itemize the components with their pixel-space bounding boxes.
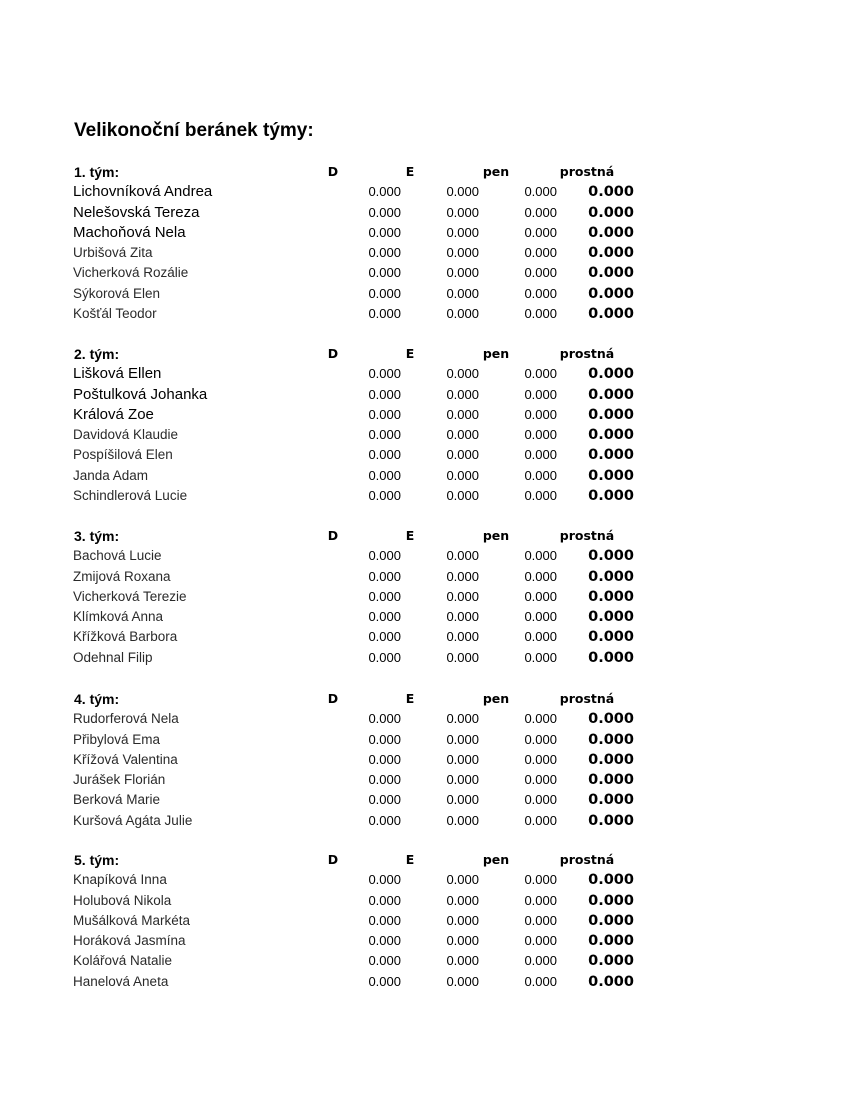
column-header-e: E	[405, 164, 415, 179]
score-total: 0.000	[588, 792, 634, 809]
score-total: 0.000	[588, 812, 634, 829]
score-e: 0.000	[446, 872, 479, 888]
score-total: 0.000	[588, 933, 634, 950]
athlete-name: Klímková Anna	[73, 609, 164, 625]
score-e: 0.000	[446, 933, 479, 949]
score-e: 0.000	[446, 386, 479, 402]
team-label: 2. tým:	[74, 346, 120, 362]
score-d: 0.000	[368, 588, 401, 604]
athlete-name: Janda Adam	[73, 467, 149, 483]
athlete-row	[0, 385, 850, 405]
score-pen: 0.000	[524, 467, 557, 483]
athlete-row	[0, 364, 850, 384]
athlete-row	[0, 627, 850, 647]
athlete-row	[0, 770, 850, 790]
score-pen: 0.000	[524, 731, 557, 747]
score-total: 0.000	[588, 588, 634, 605]
score-total: 0.000	[588, 467, 634, 484]
athlete-name: Nelešovská Tereza	[73, 203, 200, 221]
score-e: 0.000	[446, 588, 479, 604]
athlete-row	[0, 709, 850, 729]
team-1-block	[0, 162, 850, 324]
athlete-name: Schindlerová Lucie	[73, 488, 188, 504]
column-header-pen: pen	[482, 346, 510, 361]
score-e: 0.000	[446, 609, 479, 625]
score-e: 0.000	[446, 649, 479, 665]
score-e: 0.000	[446, 224, 479, 240]
score-d: 0.000	[368, 912, 401, 928]
score-pen: 0.000	[524, 386, 557, 402]
score-total: 0.000	[588, 731, 634, 748]
athlete-row	[0, 425, 850, 445]
score-total: 0.000	[588, 912, 634, 929]
athlete-name: Přibylová Ema	[73, 731, 161, 747]
score-pen: 0.000	[524, 265, 557, 281]
column-header-d: D	[327, 528, 339, 543]
team-label: 5. tým:	[74, 852, 120, 868]
athlete-name: Lichovníková Andrea	[73, 183, 213, 201]
team-label: 3. tým:	[74, 528, 120, 544]
column-header-prostna: prostná	[559, 691, 615, 706]
column-header-prostna: prostná	[559, 346, 615, 361]
athlete-row	[0, 466, 850, 486]
athlete-row	[0, 263, 850, 283]
score-total: 0.000	[588, 285, 634, 302]
score-total: 0.000	[588, 568, 634, 585]
score-total: 0.000	[588, 306, 634, 323]
athlete-name: Urbišová Zita	[73, 245, 153, 261]
athlete-row	[0, 951, 850, 971]
score-e: 0.000	[446, 406, 479, 422]
athlete-name: Odehnal Filip	[73, 649, 153, 665]
score-total: 0.000	[588, 548, 634, 565]
athlete-name: Berková Marie	[73, 792, 161, 808]
score-pen: 0.000	[524, 488, 557, 504]
score-d: 0.000	[368, 467, 401, 483]
score-total: 0.000	[588, 406, 634, 423]
athlete-row	[0, 284, 850, 304]
score-d: 0.000	[368, 568, 401, 584]
score-total: 0.000	[588, 488, 634, 505]
column-header-pen: pen	[482, 691, 510, 706]
score-total: 0.000	[588, 953, 634, 970]
score-e: 0.000	[446, 427, 479, 443]
athlete-row	[0, 750, 850, 770]
score-e: 0.000	[446, 629, 479, 645]
athlete-name: Sýkorová Elen	[73, 285, 161, 301]
column-header-d: D	[327, 164, 339, 179]
athlete-name: Pospíšilová Elen	[73, 447, 173, 463]
score-pen: 0.000	[524, 588, 557, 604]
athlete-name: Košťál Teodor	[73, 306, 157, 322]
athlete-name: Mušálková Markéta	[73, 912, 191, 928]
score-d: 0.000	[368, 386, 401, 402]
score-total: 0.000	[588, 427, 634, 444]
score-pen: 0.000	[524, 912, 557, 928]
score-d: 0.000	[368, 366, 401, 382]
column-header-prostna: prostná	[559, 852, 615, 867]
score-d: 0.000	[368, 609, 401, 625]
score-total: 0.000	[588, 973, 634, 990]
column-header-e: E	[405, 852, 415, 867]
score-d: 0.000	[368, 447, 401, 463]
score-pen: 0.000	[524, 812, 557, 828]
score-pen: 0.000	[524, 285, 557, 301]
score-e: 0.000	[446, 488, 479, 504]
athlete-row	[0, 587, 850, 607]
score-total: 0.000	[588, 892, 634, 909]
athlete-name: Horáková Jasmína	[73, 933, 186, 949]
score-d: 0.000	[368, 751, 401, 767]
team-label: 4. tým:	[74, 691, 120, 707]
score-e: 0.000	[446, 973, 479, 989]
athlete-name: Zmijová Roxana	[73, 568, 171, 584]
score-total: 0.000	[588, 366, 634, 383]
score-e: 0.000	[446, 204, 479, 220]
team-2-block	[0, 344, 850, 506]
score-pen: 0.000	[524, 306, 557, 322]
score-total: 0.000	[588, 772, 634, 789]
athlete-name: Vicherková Rozálie	[73, 265, 189, 281]
score-d: 0.000	[368, 792, 401, 808]
score-pen: 0.000	[524, 366, 557, 382]
athlete-name: Křížková Barbora	[73, 629, 178, 645]
athlete-name: Bachová Lucie	[73, 548, 162, 564]
athlete-row	[0, 607, 850, 627]
score-e: 0.000	[446, 306, 479, 322]
athlete-name: Rudorferová Nela	[73, 711, 179, 727]
score-e: 0.000	[446, 548, 479, 564]
score-e: 0.000	[446, 245, 479, 261]
score-total: 0.000	[588, 629, 634, 646]
athlete-name: Knapíková Inna	[73, 872, 167, 888]
column-header-prostna: prostná	[559, 164, 615, 179]
athlete-name: Hanelová Aneta	[73, 973, 169, 989]
athlete-name: Poštulková Johanka	[73, 385, 208, 403]
score-e: 0.000	[446, 447, 479, 463]
column-header-pen: pen	[482, 528, 510, 543]
column-header-e: E	[405, 346, 415, 361]
athlete-row	[0, 790, 850, 810]
column-header-prostna: prostná	[559, 528, 615, 543]
score-pen: 0.000	[524, 447, 557, 463]
score-d: 0.000	[368, 772, 401, 788]
score-e: 0.000	[446, 285, 479, 301]
score-e: 0.000	[446, 711, 479, 727]
team-header-row	[0, 344, 850, 364]
score-e: 0.000	[446, 812, 479, 828]
athlete-row	[0, 931, 850, 951]
athlete-row	[0, 911, 850, 931]
score-e: 0.000	[446, 912, 479, 928]
score-total: 0.000	[588, 224, 634, 241]
score-pen: 0.000	[524, 184, 557, 200]
score-pen: 0.000	[524, 892, 557, 908]
athlete-row	[0, 203, 850, 223]
score-e: 0.000	[446, 953, 479, 969]
score-e: 0.000	[446, 265, 479, 281]
score-total: 0.000	[588, 751, 634, 768]
score-pen: 0.000	[524, 548, 557, 564]
team-header-row	[0, 689, 850, 709]
athlete-name: Davidová Klaudie	[73, 427, 179, 443]
score-pen: 0.000	[524, 427, 557, 443]
score-pen: 0.000	[524, 711, 557, 727]
column-header-pen: pen	[482, 164, 510, 179]
score-pen: 0.000	[524, 649, 557, 665]
score-d: 0.000	[368, 427, 401, 443]
score-d: 0.000	[368, 245, 401, 261]
score-pen: 0.000	[524, 224, 557, 240]
team-4-block	[0, 689, 850, 831]
team-header-row	[0, 850, 850, 870]
score-pen: 0.000	[524, 204, 557, 220]
score-pen: 0.000	[524, 609, 557, 625]
score-total: 0.000	[588, 245, 634, 262]
athlete-row	[0, 891, 850, 911]
score-pen: 0.000	[524, 973, 557, 989]
score-d: 0.000	[368, 224, 401, 240]
score-pen: 0.000	[524, 629, 557, 645]
athlete-row	[0, 182, 850, 202]
athlete-row	[0, 811, 850, 831]
athlete-row	[0, 546, 850, 566]
athlete-name: Jurášek Florián	[73, 772, 166, 788]
score-e: 0.000	[446, 772, 479, 788]
score-e: 0.000	[446, 184, 479, 200]
athlete-row	[0, 567, 850, 587]
score-d: 0.000	[368, 285, 401, 301]
score-d: 0.000	[368, 548, 401, 564]
score-pen: 0.000	[524, 751, 557, 767]
score-e: 0.000	[446, 792, 479, 808]
athlete-name: Machoňová Nela	[73, 223, 186, 241]
athlete-name: Kolářová Natalie	[73, 953, 173, 969]
column-header-pen: pen	[482, 852, 510, 867]
athlete-row	[0, 870, 850, 890]
column-header-e: E	[405, 528, 415, 543]
score-e: 0.000	[446, 568, 479, 584]
athlete-name: Králová Zoe	[73, 405, 154, 423]
score-d: 0.000	[368, 649, 401, 665]
score-d: 0.000	[368, 812, 401, 828]
score-pen: 0.000	[524, 792, 557, 808]
score-d: 0.000	[368, 933, 401, 949]
athlete-name: Vicherková Terezie	[73, 588, 187, 604]
athlete-name: Holubová Nikola	[73, 892, 172, 908]
athlete-row	[0, 223, 850, 243]
column-header-d: D	[327, 691, 339, 706]
score-total: 0.000	[588, 609, 634, 626]
column-header-d: D	[327, 346, 339, 361]
score-d: 0.000	[368, 892, 401, 908]
score-d: 0.000	[368, 973, 401, 989]
athlete-row	[0, 304, 850, 324]
athlete-row	[0, 405, 850, 425]
score-pen: 0.000	[524, 568, 557, 584]
score-total: 0.000	[588, 649, 634, 666]
score-e: 0.000	[446, 467, 479, 483]
score-e: 0.000	[446, 892, 479, 908]
athlete-row	[0, 648, 850, 668]
team-header-row	[0, 162, 850, 182]
team-label: 1. tým:	[74, 164, 120, 180]
score-pen: 0.000	[524, 933, 557, 949]
athlete-name: Lišková Ellen	[73, 365, 162, 383]
score-total: 0.000	[588, 184, 634, 201]
score-d: 0.000	[368, 629, 401, 645]
score-d: 0.000	[368, 406, 401, 422]
team-5-block	[0, 850, 850, 992]
column-header-e: E	[405, 691, 415, 706]
score-pen: 0.000	[524, 245, 557, 261]
score-total: 0.000	[588, 265, 634, 282]
score-pen: 0.000	[524, 772, 557, 788]
score-d: 0.000	[368, 872, 401, 888]
score-e: 0.000	[446, 751, 479, 767]
column-header-d: D	[327, 852, 339, 867]
score-pen: 0.000	[524, 953, 557, 969]
score-d: 0.000	[368, 731, 401, 747]
athlete-name: Kuršová Agáta Julie	[73, 812, 193, 828]
score-d: 0.000	[368, 711, 401, 727]
score-d: 0.000	[368, 265, 401, 281]
score-pen: 0.000	[524, 872, 557, 888]
score-d: 0.000	[368, 306, 401, 322]
score-total: 0.000	[588, 872, 634, 889]
score-d: 0.000	[368, 204, 401, 220]
athlete-row	[0, 445, 850, 465]
score-total: 0.000	[588, 447, 634, 464]
score-total: 0.000	[588, 386, 634, 403]
score-e: 0.000	[446, 731, 479, 747]
athlete-name: Křížová Valentina	[73, 751, 178, 767]
athlete-row	[0, 486, 850, 506]
score-d: 0.000	[368, 488, 401, 504]
athlete-row	[0, 243, 850, 263]
score-pen: 0.000	[524, 406, 557, 422]
score-e: 0.000	[446, 366, 479, 382]
athlete-row	[0, 730, 850, 750]
athlete-row	[0, 972, 850, 992]
score-total: 0.000	[588, 711, 634, 728]
team-3-block	[0, 526, 850, 668]
score-d: 0.000	[368, 953, 401, 969]
page-title: Velikonoční beránek týmy:	[74, 120, 314, 141]
score-d: 0.000	[368, 184, 401, 200]
score-total: 0.000	[588, 204, 634, 221]
team-header-row	[0, 526, 850, 546]
